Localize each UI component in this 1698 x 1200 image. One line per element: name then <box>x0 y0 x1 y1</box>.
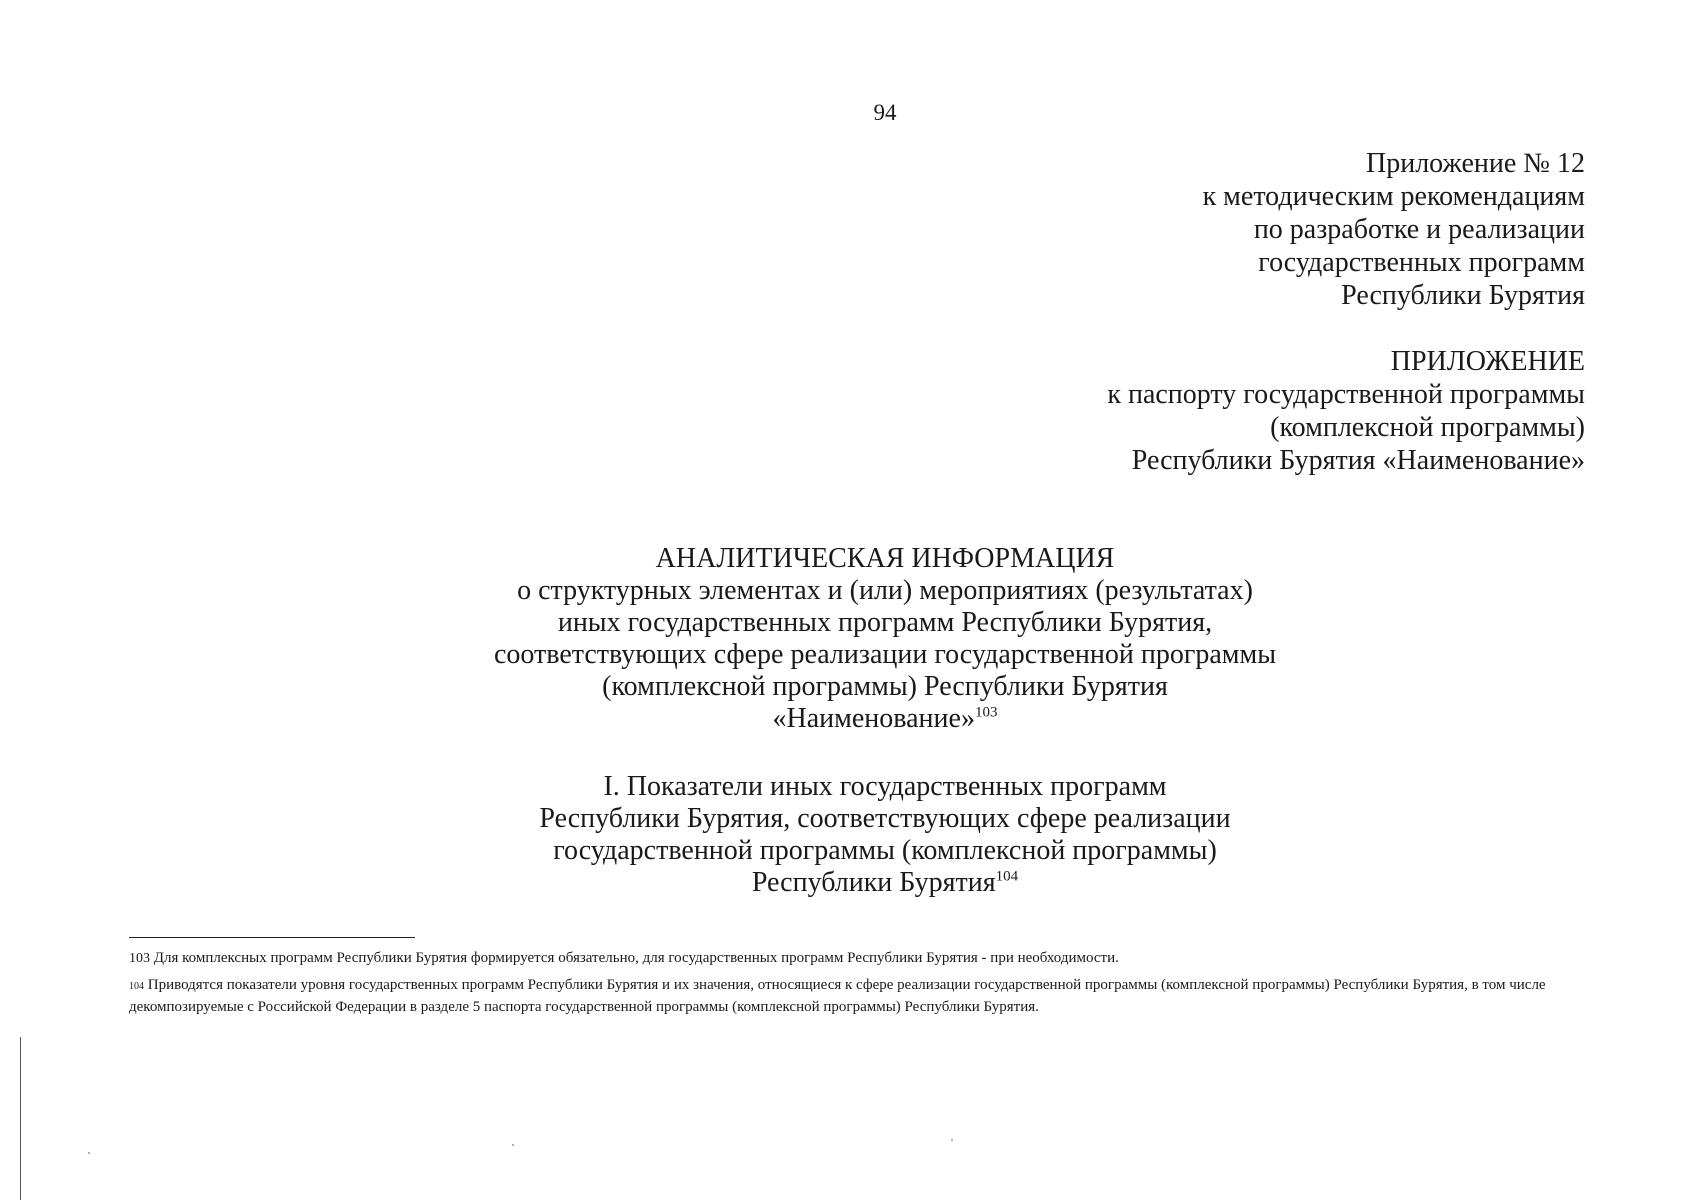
section-one-line: государственной программы (комплексной программы) <box>553 835 1217 866</box>
analytic-title-last-line <box>380 703 1390 735</box>
appendix-12-line: Приложение № 12 <box>1366 148 1585 179</box>
scan-artifact-line <box>20 1037 21 1200</box>
footnote-ref-103[interactable]: 103 <box>974 704 998 721</box>
footnote-ref-104[interactable]: 104 <box>995 868 1019 885</box>
section-one-last-line <box>380 867 1390 899</box>
analytic-info-title <box>380 543 1390 735</box>
appendix-passport-line: (комплексной программы) <box>1270 412 1585 443</box>
footnote-separator <box>129 937 415 938</box>
analytic-title-line: (комплексной программы) Республики Бурятия <box>602 671 1168 702</box>
appendix-passport-header <box>1107 345 1585 477</box>
footnote-number: 103 <box>129 951 150 966</box>
appendix-passport-line: ПРИЛОЖЕНИЕ <box>1390 346 1585 377</box>
appendix-12-header <box>1203 147 1585 312</box>
analytic-title-line: АНАЛИТИЧЕСКАЯ ИНФОРМАЦИЯ <box>655 543 1115 574</box>
analytic-title-line: о структурных элементах и (или) мероприятиях (результатах) <box>517 575 1253 606</box>
appendix-12-line: Республики Бурятия <box>1341 280 1585 311</box>
footnote-number: 104 <box>129 981 144 992</box>
appendix-12-line: по разработке и реализации <box>1253 214 1585 245</box>
footnote-104 <box>129 975 1599 1017</box>
appendix-12-line: государственных программ <box>1258 247 1585 278</box>
section-one-line: I. Показатели иных государственных программ <box>603 771 1167 802</box>
section-one-name: Республики Бурятия <box>751 867 996 898</box>
appendix-passport-line: Республики Бурятия «Наименование» <box>1131 445 1585 476</box>
scan-speck <box>88 1152 90 1154</box>
analytic-title-line: соответствующих сфере реализации государственной программы <box>493 639 1277 670</box>
section-one-line: Республики Бурятия, соответствующих сфере реализации <box>539 803 1231 834</box>
appendix-12-line: к методическим рекомендациям <box>1202 181 1585 212</box>
section-one-heading <box>380 771 1390 899</box>
scan-speck <box>951 1139 953 1141</box>
footnote-103 <box>129 948 1599 969</box>
scan-speck <box>512 1144 514 1146</box>
analytic-title-line: иных государственных программ Республики Бурятия, <box>557 607 1213 638</box>
footnote-text: Для комплексных программ Республики Бурятия формируется обязательно, для государственных программ Республики Бурятия - при необходимости. <box>153 950 1119 966</box>
footnote-text: Приводятся показатели уровня государственных программ Республики Бурятия и их значения, относящиеся к сфере реализации государственной программы (комплексной программы) Республики Бурятия, в том числе декомпозируемые с Российской Федерации в разделе 5 паспорта государственной программы (комплексной программы) Республики Бурятия. <box>129 977 1546 1015</box>
appendix-passport-line: к паспорту государственной программы <box>1107 379 1585 410</box>
analytic-title-name: «Наименование» <box>772 703 975 734</box>
page-number: 94 <box>873 100 897 125</box>
